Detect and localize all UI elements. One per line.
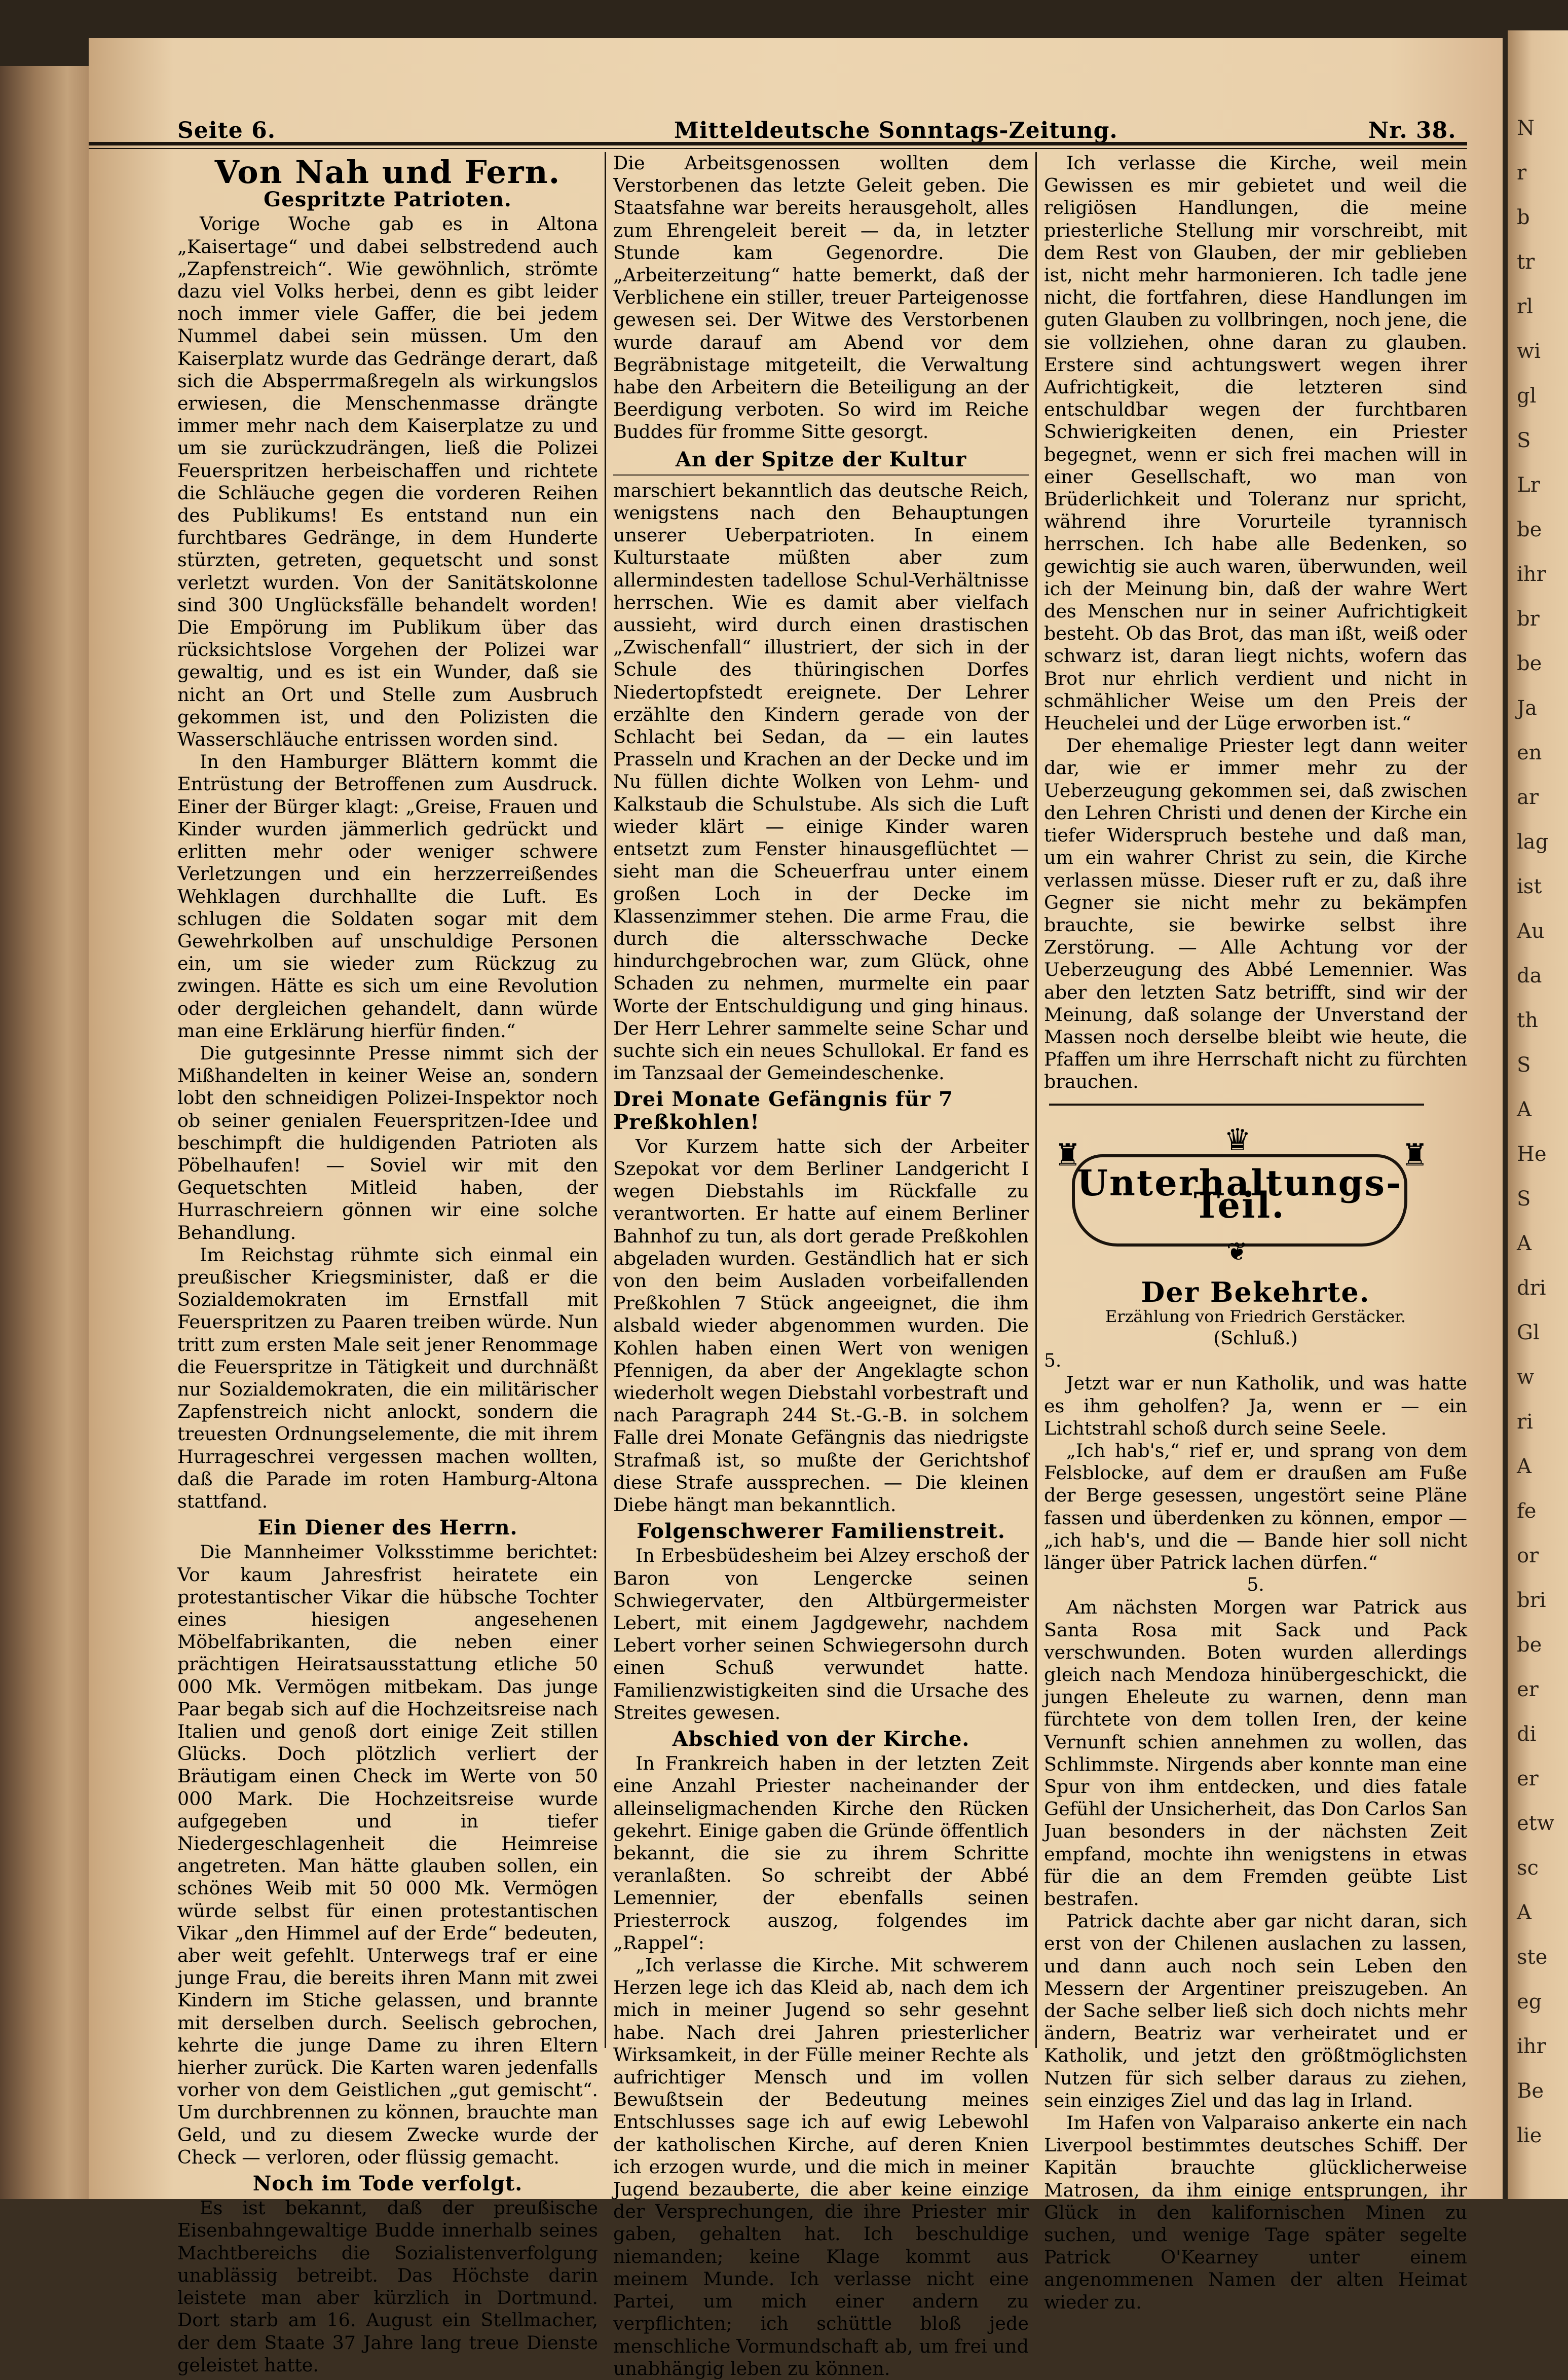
adjacent-page-text-fragment: N (1517, 117, 1535, 140)
adjacent-page-text-fragment: ist (1517, 875, 1542, 898)
section-title: Von Nah und Fern. (214, 154, 561, 191)
article-paragraph: Die Arbeitsgenossen wollten dem Verstorbenen das letzte Geleit geben. Die Staatsfahne war bereits herausgeholt, alles zum Ehrengeleit bereit — da, in letzter Stunde kam Gegenordre. Die „Arbeiterzeitung“ hatte bemerkt, daß der Verblichene ein stiller, treuer Parteigenosse gewesen sei. Der Witwe des Verstorbenen wurde darauf am Abend vor dem Begräbnistage mitgeteilt, die Verwaltung habe den Arbeitern die Beteiligung an der Beerdigung verboten. So wird im Reiche Buddes für fromme Sitte gesorgt. (613, 152, 1029, 443)
adjacent-page-text-fragment: A (1517, 1098, 1532, 1121)
adjacent-page-text-fragment: Ja (1517, 697, 1537, 720)
adjacent-page-text-fragment: etw (1517, 1812, 1554, 1835)
adjacent-page-text-fragment: sc (1517, 1856, 1539, 1880)
page-number: Seite 6. (177, 118, 276, 143)
adjacent-page-text-fragment: br (1517, 607, 1540, 631)
adjacent-page-text-fragment: da (1517, 964, 1542, 987)
adjacent-page-text-fragment: ste (1517, 1946, 1548, 1969)
article-heading: Drei Monate Gefängnis für 7 Preßkohlen! (613, 1087, 953, 1134)
article-paragraph: marschiert bekanntlich das deutsche Reich, wenigstens nach den Behauptungen unserer Ueberpatrioten. In einem Kulturstaate müßten aber zum allermindesten tadellose Schul-Verhältnisse herrschen. Wie es damit aber vielfach aussieht, wird durch einen drastischen „Zwischenfall“ illustriert, der sich in der Schule des thüringischen Dorfes Niedertopfstedt ereignete. Der Lehrer erzählte den Kindern gerade von der Schlacht bei Sedan, da — ein lautes Prasseln und Krachen an der Decke und im Nu füllen dichte Wolken von Lehm- und Kalkstaub die Schulstube. Als sich die Luft wieder klärt — einige Kinder waren entsetzt zum Fenster hinausgeflüchtet — sieht man die Scheuerfrau unter einem großen Loch in der Decke im Klassenzimmer stehen. Die arme Frau, die durch die altersschwache Decke hindurchgebrochen war, zum Glück, ohne Schaden zu nehmen, murmelte ein paar Worte der Entschuldigung und ging hinaus. Der Herr Lehrer sammelte seine Schar und suchte sich ein neues Schullokal. Er fand es im Tanzsaal der Gemeindeschenke. (613, 479, 1029, 1084)
story-paragraph: „Ich hab's,“ rief er, und sprang von dem Felsblocke, auf dem er draußen am Fuße der Berge gesessen, ungestört seine Pläne fassen und überdenken zu können, empor — „ich hab's, und die — Bande hier soll nicht länger über Patrick lachen dürfen.“ (1044, 1439, 1467, 1573)
adjacent-page-text-fragment: Be (1517, 2079, 1544, 2103)
article-paragraph: Der ehemalige Priester legt dann weiter dar, wie er immer mehr zu der Ueberzeugung gekommen sei, daß zwischen den Lehren Christi und denen der Kirche ein tiefer Widerspruch bestehe und daß man, um ein wahrer Christ zu sein, die Kirche verlassen müsse. Dieser ruft er zu, daß ihre Gegner sie nicht mehr zu bekämpfen brauchte, sie bewirke selbst ihre Zerstörung. — Alle Achtung vor der Ueberzeugung des Abbé Lemennier. Was aber den letzten Satz betrifft, sind wir der Meinung, daß solange der Unverstand der Massen noch derselbe bleibt wie heute, die Pfaffen um ihre Herrschaft nicht zu fürchten brauchen. (1044, 735, 1467, 1093)
header-rule-thin (89, 148, 1467, 149)
article-paragraph: Die gutgesinnte Presse nimmt sich der Mißhandelten in keiner Weise an, sondern lobt den schneidigen Polizei-Inspektor noch ob seiner genialen Feuerspritzen-Idee und beschimpft die huldigenden Patrioten als Pöbelhaufen! — Soviel wir mit den Gequetschten Mitleid haben, der Hurraschreiern gönnen wir eine solche Behandlung. (177, 1042, 598, 1243)
feuilleton-banner (1044, 1093, 1467, 1276)
article-paragraph: Vorige Woche gab es in Altona „Kaisertage“ und dabei selbstredend auch „Zapfenstreich“. Wie gewöhnlich, strömte dazu viel Volks herbei, denn es gibt leider noch immer viele Gaffer, die bei jedem Nummel dabei sein müssen. Um den Kaiserplatz wurde das Gedränge derart, daß sich die Absperrmaßregeln als wirkungslos erwiesen, die Menschenmasse drängte immer mehr nach dem Kaiserplatze zu und um sie zurückzudrängen, ließ die Polizei Feuerspritzen herbeischaffen und richtete die Schläuche gegen die vorderen Reihen des Publikums! Es entstand nun ein furchtbares Gedränge, in dem Hunderte stürzten, getreten, gequetscht und sonst verletzt wurden. Von der Sanitätskolonne sind 300 Unglücksfälle behandelt worden! Die Empörung im Publikum über das rücksichtslose Vorgehen der Polizei war gewaltig, und es ist ein Wunder, daß sie nicht an Ort und Stelle zum Ausbruch gekommen ist, und den Polizisten die Wasserschläuche entrissen worden sind. (177, 213, 598, 751)
crown-ornament-icon: ♛ (1224, 1122, 1251, 1158)
adjacent-page-text-fragment: b (1517, 206, 1530, 229)
adjacent-page-text-fragment: S (1517, 1187, 1531, 1211)
article-heading: Folgenschwerer Familienstreit. (637, 1519, 1005, 1544)
column-1 (177, 152, 598, 2376)
adjacent-page-text-fragment: Lr (1517, 473, 1540, 497)
chapter-number: 5. (1044, 1350, 1062, 1372)
adjacent-page-text-fragment: be (1517, 652, 1542, 675)
adjacent-page-text-fragment: er (1517, 1767, 1539, 1790)
adjacent-page-text-fragment: Au (1517, 920, 1545, 943)
adjacent-page-text-fragment: th (1517, 1009, 1538, 1032)
header-rule (89, 142, 1467, 145)
adjacent-page-text-fragment: er (1517, 1678, 1539, 1701)
column-2 (613, 152, 1029, 2380)
banner-title: Unterhaltungs-Teil. (1076, 1161, 1403, 1226)
chapter-number: 5. (1247, 1575, 1264, 1596)
adjacent-page-text-fragment: S (1517, 429, 1531, 452)
article-paragraph: Vor Kurzem hatte sich der Arbeiter Szepokat vor dem Berliner Landgericht I wegen Diebstahls im Rückfalle zu verantworten. Er hatte auf einem Berliner Bahnhof zu tun, als dort gerade Preßkohlen abgeladen wurden. Geständlich hat er sich von den beim Ausladen vorbeifallenden Preßkohlen 7 Stück angeeignet, die ihm alsbald wieder abgenommen wurden. Die Kohlen haben einen Wert von wenigen Pfennigen, da aber der Angeklagte schon wiederholt wegen Diebstahl vorbestraft und nach Paragraph 244 St.-G.-B. in solchem Falle drei Monate Gefängnis das niedrigste Strafmaß ist, so mußte der Gerichtshof diese Strafe aussprechen. — Die kleinen Diebe hängt man bekanntlich. (613, 1135, 1029, 1516)
urn-ornament-icon: ♜ (1401, 1137, 1429, 1173)
adjacent-page-text-fragment: gl (1517, 384, 1537, 408)
article-heading: Noch im Tode verfolgt. (252, 2172, 523, 2196)
adjacent-page-text-fragment: r (1517, 161, 1527, 185)
issue-number: Nr. 38. (1368, 118, 1457, 143)
adjacent-page-text-fragment: ihr (1517, 563, 1546, 586)
article-heading: An der Spitze der Kultur (613, 449, 1029, 475)
adjacent-page-edge (1508, 30, 1568, 2199)
adjacent-page-text-fragment: He (1517, 1143, 1547, 1166)
adjacent-page-text-fragment: be (1517, 1633, 1542, 1657)
adjacent-page-text-fragment: S (1517, 1053, 1531, 1077)
adjacent-page-text-fragment: A (1517, 1901, 1532, 1924)
story-paragraph: Jetzt war er nun Katholik, und was hatte es ihm geholfen? Ja, wenn er — ein Lichtstrahl schoß durch seine Seele. (1044, 1372, 1467, 1439)
article-paragraph: „Ich verlasse die Kirche. Mit schwerem Herzen lege ich das Kleid ab, nach dem ich mich in meiner Jugend so sehr gesehnt habe. Nach drei Jahren priesterlicher Wirksamkeit, in der Fülle meiner Rechte als aufrichtiger Mensch und im vollen Bewußtsein der Bedeutung meines Entschlusses sage ich auf ewig Lebewohl der katholischen Kirche, auf deren Knien ich erzogen wurde, und die mich in meiner Jugend bezauberte, die aber keine einzige der Versprechungen, die ihre Priester mir gaben, gehalten hat. Ich beschuldige niemanden; keine Klage kommt aus meinem Munde. Ich verlasse nicht eine Partei, um mich einer andern zu verpflichten; ich schüttle bloß jede menschliche Vormundschaft ab, um frei und unabhängig leben zu können. (613, 1954, 1029, 2379)
adjacent-page-text-fragment: A (1517, 1455, 1532, 1478)
adjacent-page-text-fragment: w (1517, 1366, 1535, 1389)
adjacent-page-text-fragment: rl (1517, 295, 1533, 318)
adjacent-page-text-fragment: en (1517, 741, 1542, 764)
column-3 (1044, 152, 1467, 2314)
story-author: Erzählung von Friedrich Gerstäcker. (1105, 1306, 1406, 1326)
adjacent-page-text-fragment: dri (1517, 1276, 1546, 1300)
article-paragraph: Ich verlasse die Kirche, weil mein Gewissen es mir gebietet und weil die religiösen Handlungen, die meine priesterliche Stellung mir vorschreibt, mit dem Rest von Glauben, der mir geblieben ist, nicht mehr harmonieren. Ich tadle jene nicht, die fortfahren, diese Handlungen im guten Glauben zu vollbringen, noch jene, die sie vollziehen, ohne daran zu glauben. Erstere sind achtungswert wegen ihrer Aufrichtigkeit, die letzteren sind entschuldbar wegen der furchtbaren Schwierigkeiten denen, ein Priester begegnet, wenn er sich frei machen will in einer Gesellschaft, wo man von Brüderlichkeit und Toleranz nur spricht, während ihre Vorurteile tyrannisch herrschen. Ich habe alle Bedenken, so gewichtig sie auch waren, überwunden, weil ich der Meinung bin, daß der wahre Wert des Menschen nur in seiner Aufrichtigkeit besteht. Ob das Brot, das man ißt, weiß oder schwarz ist, daran liegt nichts, wofern das Brot nur ehrlich verdient und nicht in schmählicher Weise um den Preis der Heuchelei und der Lüge erworben ist.“ (1044, 152, 1467, 735)
adjacent-page-text-fragment: be (1517, 518, 1542, 541)
article-paragraph: Die Mannheimer Volksstimme berichtet: Vor kaum Jahresfrist heiratete ein protestantischer Vikar die hübsche Tochter eines hiesigen angesehenen Möbelfabrikanten, die neben einer prächtigen Heiratsausstattung etliche 50 000 Mk. Vermögen mitbekam. Das junge Paar begab sich auf die Hochzeitsreise nach Italien und genoß dort einige Zeit stillen Glücks. Doch plötzlich verliert der Bräutigam einen Check im Werte von 50 000 Mark. Die Hochzeitsreise wurde aufgegeben und in tiefer Niedergeschlagenheit die Heimreise angetreten. Man hätte glauben sollen, ein schönes Weib mit 50 000 Mk. Vermögen würde selbst für einen protestantischen Vikar „den Himmel auf der Erde“ bedeuten, aber weit gefehlt. Unterwegs traf er eine junge Frau, die bereits ihren Mann mit zwei Kindern im Stiche gelassen, und brannte mit derselben durch. Seelisch gebrochen, kehrte die junge Dame zu ihren Eltern hierher zurück. Die Karten waren jedenfalls vorher von dem Geistlichen „gut gemischt“. Um durchbrennen zu können, brauchte man Geld, und zu diesem Zwecke wurde der Check — verloren, oder flüssig gemacht. (177, 1541, 598, 2168)
banner-rule (1049, 1104, 1424, 1106)
adjacent-page-text-fragment: or (1517, 1544, 1539, 1567)
adjacent-page-text-fragment: A (1517, 1232, 1532, 1255)
newspaper-name: Mitteldeutsche Sonntags-Zeitung. (674, 118, 1118, 143)
adjacent-page-text-fragment: fe (1517, 1499, 1537, 1523)
article-heading: Ein Diener des Herrn. (257, 1516, 518, 1540)
adjacent-page-text-fragment: di (1517, 1723, 1537, 1746)
adjacent-page-text-fragment: eg (1517, 1990, 1542, 2013)
article-paragraph: In den Hamburger Blättern kommt die Entrüstung der Betroffenen zum Ausdruck. Einer der Bürger klagt: „Greise, Frauen und Kinder wurden jämmerlich gedrückt und erlitten mehr oder weniger schwere Verletzungen und ein herzzerreißendes Wehklagen durchhallte die Luft. Es schlugen die Soldaten sogar mit dem Gewehrkolben auf unschuldige Personen ein, um sie wieder zum Rückzug zu zwingen. Hätte es sich um eine Revolution oder dergleichen gehandelt, dann würde man eine Erklärung hierfür finden.“ (177, 751, 598, 1042)
column-separator-1 (605, 152, 606, 2048)
story-paragraph: Patrick dachte aber gar nicht daran, sich erst von der Chilenen auslachen zu lassen, und dann auch noch sein Leben den Messern der Argentiner preiszugeben. An der Sache selber ließ sich doch nichts mehr ändern, Beatriz war verheiratet und er Katholik, und jetzt den größtmöglichsten Nutzen für sich selber daraus zu ziehen, sein einziges Ziel und das lag in Irland. (1044, 1910, 1467, 2111)
adjacent-page-text-fragment: bri (1517, 1589, 1546, 1612)
article-paragraph: In Erbesbüdesheim bei Alzey erschoß der Baron von Lengercke seinen Schwiegervater, den Altbürgermeister Lebert, mit einem Jagdgewehr, nachdem Lebert vorher seinen Schwiegersohn durch einen Schuß verwundet hatte. Familienzwistigkeiten sind die Ursache des Streites gewesen. (613, 1545, 1029, 1724)
adjacent-page-text-fragment: Gl (1517, 1321, 1540, 1344)
adjacent-page-text-fragment: ri (1517, 1410, 1533, 1434)
article-heading: Abschied von der Kirche. (672, 1727, 970, 1751)
article-paragraph: Im Reichstag rühmte sich einmal ein preußischer Kriegsminister, daß er die Sozialdemokraten im Ernstfall mit Feuerspritzen zu Paaren treiben würde. Nun tritt zum ersten Male seit jener Renommage die Feuerspritze in Tätigkeit und durchnäßt nur Sozialdemokraten, die ein militärischer Zapfenstreich nicht anlockt, sondern die treuesten Ordnungselemente, die mit ihrem Hurrageschrei vergessen machen wollten, daß die Parade im roten Hamburg-Altona stattfand. (177, 1243, 598, 1512)
book-spine (0, 66, 96, 2199)
story-title: Der Bekehrte. (1141, 1275, 1370, 1308)
adjacent-page-text-fragment: wi (1517, 340, 1541, 363)
adjacent-page-text-fragment: ar (1517, 786, 1539, 809)
story-paragraph: Am nächsten Morgen war Patrick aus Santa Rosa mit Sack und Pack verschwunden. Boten wurden allerdings gleich nach Mendoza hinübergeschickt, die jungen Eheleute zu warnen, denn man fürchtete von dem tollen Iren, der keine Vernunft schien annehmen zu wollen, das Schlimmste. Nirgends aber konnte man eine Spur von ihm entdecken, und dies fatale Gefühl der Unsicherheit, das Don Carlos San Juan besonders in der nächsten Zeit empfand, mochte ihn wenigstens in etwas für die an dem Fremden geübte List bestrafen. (1044, 1596, 1467, 1910)
adjacent-page-text-fragment: ihr (1517, 2035, 1546, 2058)
adjacent-page-text-fragment: lag (1517, 830, 1549, 854)
story-continuation: (Schluß.) (1213, 1328, 1298, 1349)
article-paragraph: Es ist bekannt, daß der preußische Eisenbahngewaltige Budde innerhalb seines Machtbereichs die Sozialistenverfolgung unablässig betreibt. Das Höchste darin leistete man aber kürzlich in Dortmund. Dort starb am 16. August ein Stellmacher, der dem Staate 37 Jahre lang treue Dienste geleistet hatte. (177, 2197, 598, 2376)
urn-ornament-icon: ♜ (1054, 1137, 1081, 1173)
adjacent-page-text-fragment: tr (1517, 250, 1535, 274)
column-separator-2 (1035, 152, 1037, 2048)
flourish-ornament-icon: ❦ (1226, 1236, 1248, 1266)
article-paragraph: In Frankreich haben in der letzten Zeit eine Anzahl Priester nacheinander der alleinseligmachenden Kirche den Rücken gekehrt. Einige gaben die Gründe öffentlich bekannt, die sie zu ihrem Schritte veranlaßten. So schreibt der Abbé Lemennier, der ebenfalls seinen Priesterrock auszog, folgendes im „Rappel“: (613, 1752, 1029, 1954)
article-heading: Gespritzte Patrioten. (264, 188, 512, 212)
adjacent-page-text-fragment: lie (1517, 2124, 1542, 2147)
story-paragraph: Im Hafen von Valparaiso ankerte ein nach Liverpool bestimmtes deutsches Schiff. Der Kapitän brauchte glücklicherweise Matrosen, da ihm einige entsprungen, ihr Glück in den kalifornischen Minen zu suchen, und wenige Tage später segelte Patrick O'Kearney unter einem angenommenen Namen der alten Heimat wieder zu. (1044, 2112, 1467, 2313)
